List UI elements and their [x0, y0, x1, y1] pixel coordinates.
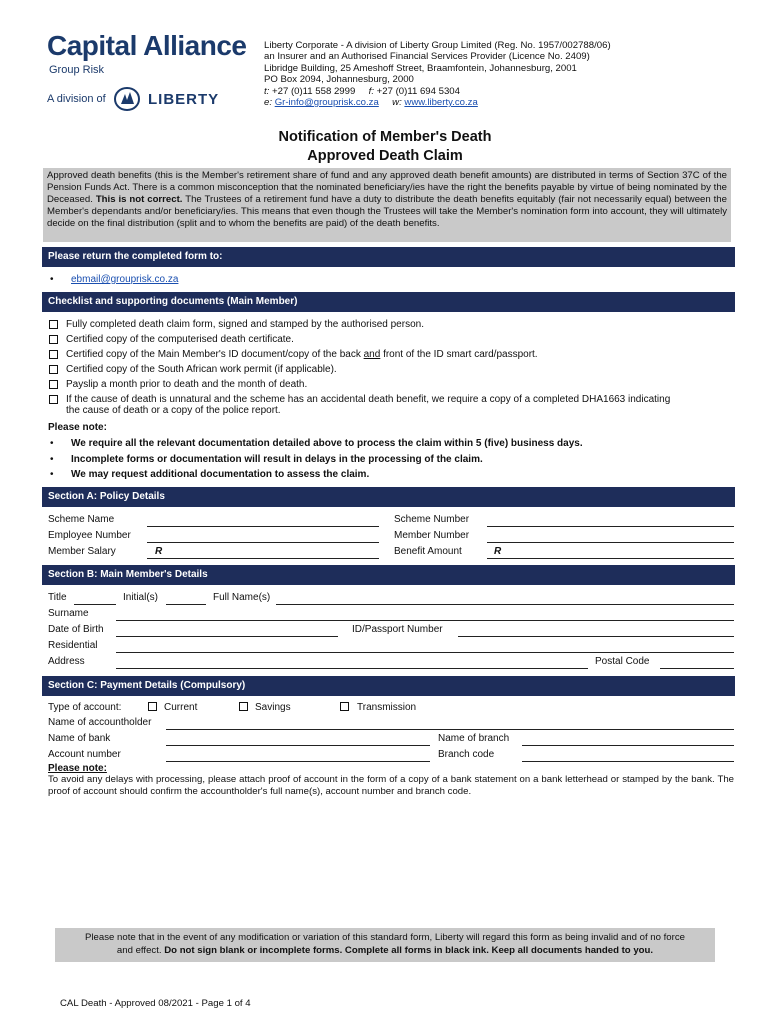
- benefit-currency: R: [494, 546, 502, 557]
- footer-notice-line-2a: and effect.: [116, 945, 162, 956]
- checklist-checkbox-2[interactable]: [49, 335, 58, 344]
- branch-name-label: Name of branch: [438, 733, 510, 744]
- full-names-label: Full Name(s): [213, 592, 271, 603]
- checklist-item-1: Fully completed death claim form, signed and stamped by the authorised person.: [66, 319, 424, 330]
- fax-label: f:: [368, 85, 374, 97]
- title-label: Title: [48, 592, 67, 603]
- phone-value: +27 (0)11 558 2999: [272, 85, 356, 97]
- checklist-checkbox-4[interactable]: [49, 365, 58, 374]
- member-salary-label: Member Salary: [48, 546, 116, 557]
- company-header: [264, 40, 611, 108]
- payment-note-heading: Please note:: [48, 763, 107, 774]
- postal-code-label: Postal Code: [595, 656, 650, 667]
- fax-value: +27 (0)11 694 5304: [376, 85, 460, 97]
- account-type-label: Type of account:: [48, 702, 122, 713]
- footer-notice-bold: Do not sign blank or incomplete forms. Complete all forms in black ink. Keep all documents handed to you.: [164, 945, 654, 956]
- residential-field-line-1[interactable]: [116, 652, 734, 653]
- bank-name-field[interactable]: [166, 745, 430, 746]
- email-link[interactable]: Gr-info@grouprisk.co.za: [274, 97, 379, 109]
- website-link[interactable]: www.liberty.co.za: [404, 97, 478, 109]
- footer-notice-line-1: Please note that in the event of any modification or variation of this standard form, Liberty will regard this form as being invalid and of no force: [85, 932, 685, 943]
- scheme-name-label: Scheme Name: [48, 514, 115, 525]
- initials-field[interactable]: [166, 604, 206, 605]
- scheme-number-field[interactable]: [487, 526, 734, 527]
- address-label: Address: [48, 656, 85, 667]
- employee-number-field[interactable]: [147, 542, 379, 543]
- checklist-item-3-post: front of the ID smart card/passport.: [380, 349, 538, 360]
- intro-part-2: The Trustees of a retirement fund have a duty to distribute the death benefits equitably (fair not necessarily equal) between the Member's dependants and/or beneficiary/ies. This means that even though the Trustees will take the Member's nomination form into account, they will ultimately decide on the final distribution (split and to whom the benefits are paid) of the death benefits.: [47, 194, 727, 230]
- savings-label: Savings: [255, 702, 291, 713]
- capital-alliance-logo: Capital Alliance: [47, 30, 247, 61]
- bullet-dot: •: [50, 274, 54, 285]
- checklist-checkbox-5[interactable]: [49, 380, 58, 389]
- dob-label: Date of Birth: [48, 624, 104, 635]
- liberty-lion-icon: [112, 86, 142, 117]
- title-field[interactable]: [74, 604, 116, 605]
- division-label: A division of: [47, 93, 106, 105]
- account-number-label: Account number: [48, 749, 121, 760]
- header-line-3: Libridge Building, 25 Ameshoff Street, Braamfontein, Johannesburg, 2001: [264, 62, 577, 74]
- surname-field[interactable]: [116, 620, 734, 621]
- checklist-item-2: Certified copy of the computerised death certificate.: [66, 334, 294, 345]
- section-b-heading: Section B: Main Member's Details: [42, 565, 735, 585]
- section-a-heading: Section A: Policy Details: [42, 487, 735, 507]
- scheme-number-label: Scheme Number: [394, 514, 470, 525]
- current-checkbox[interactable]: [148, 702, 157, 711]
- return-heading: Please return the completed form to:: [42, 247, 735, 267]
- bullet-dot: •: [50, 454, 54, 465]
- header-web-line: [264, 97, 611, 108]
- checklist-item-3-pre: Certified copy of the Main Member's ID document/copy of the back: [66, 349, 364, 360]
- savings-checkbox[interactable]: [239, 702, 248, 711]
- dob-field[interactable]: [116, 636, 338, 637]
- full-names-field[interactable]: [276, 604, 734, 605]
- checklist-checkbox-6[interactable]: [49, 395, 58, 404]
- member-salary-field[interactable]: [147, 558, 379, 559]
- initials-label: Initial(s): [123, 592, 159, 603]
- employee-number-label: Employee Number: [48, 530, 131, 541]
- branch-code-field[interactable]: [522, 761, 734, 762]
- transmission-checkbox[interactable]: [340, 702, 349, 711]
- group-risk-label: Group Risk: [49, 64, 105, 76]
- checklist-item-6-line-1: If the cause of death is unnatural and the scheme has an accidental death benefit, we require a copy of a completed DHA1663 indicating: [66, 394, 671, 405]
- note-item-2: Incomplete forms or documentation will result in delays in the processing of the claim.: [71, 454, 483, 465]
- footer-notice-line-2: [55, 945, 715, 956]
- member-number-field[interactable]: [487, 542, 734, 543]
- section-c-heading: Section C: Payment Details (Compulsory): [42, 676, 735, 696]
- current-label: Current: [164, 702, 198, 713]
- address-field-line-2[interactable]: [116, 668, 588, 669]
- header-line-1: Liberty Corporate - A division of Liberty Group Limited (Reg. No. 1957/002788/06): [264, 40, 611, 51]
- header-line-4: PO Box 2094, Johannesburg, 2000: [264, 74, 414, 86]
- email-label: e:: [264, 97, 273, 109]
- note-heading: Please note:: [48, 422, 107, 433]
- transmission-label: Transmission: [357, 702, 417, 713]
- page-footer: CAL Death - Approved 08/2021 - Page 1 of 4: [60, 998, 251, 1009]
- header-line-2: an Insurer and an Authorised Financial Services Provider (Licence No. 2409): [264, 51, 590, 63]
- checklist-checkbox-1[interactable]: [49, 320, 58, 329]
- id-passport-label: ID/Passport Number: [352, 624, 443, 635]
- surname-label: Surname: [48, 608, 89, 619]
- branch-name-field[interactable]: [522, 745, 734, 746]
- bullet-dot: •: [50, 469, 54, 480]
- member-number-label: Member Number: [394, 530, 470, 541]
- intro-part-1: Approved death benefits (this is the Member's retirement share of fund and any approved death benefit amounts) are distributed in terms of Section 37C of the Pension Funds Act. There is a common misconception that the nominated beneficiary/ies have the right the benefits payable by virtue of being nominated by the Deceased.: [47, 170, 727, 206]
- form-title: Notification of Member's Death: [278, 129, 492, 145]
- bank-name-label: Name of bank: [48, 733, 111, 744]
- account-number-field[interactable]: [166, 761, 430, 762]
- salary-currency: R: [155, 546, 163, 557]
- checklist-item-4: Certified copy of the South African work permit (if applicable).: [66, 364, 337, 375]
- branch-code-label: Branch code: [438, 749, 495, 760]
- checklist-heading: Checklist and supporting documents (Main Member): [42, 292, 735, 312]
- benefit-amount-field[interactable]: [487, 558, 734, 559]
- header-phone-line: [264, 86, 611, 97]
- postal-code-field[interactable]: [660, 668, 734, 669]
- accountholder-label: Name of accountholder: [48, 717, 152, 728]
- checklist-item-3-and: and: [363, 349, 381, 360]
- bullet-dot: •: [50, 438, 54, 449]
- id-passport-field[interactable]: [458, 636, 734, 637]
- intro-paragraph: [43, 168, 731, 242]
- residential-label: Residential: [48, 640, 98, 651]
- return-email-link[interactable]: ebmail@grouprisk.co.za: [71, 274, 179, 285]
- liberty-wordmark: LIBERTY: [148, 91, 220, 108]
- checklist-item-5: Payslip a month prior to death and the month of death.: [66, 379, 308, 390]
- intro-bold: This is not correct.: [95, 194, 183, 206]
- scheme-name-field[interactable]: [147, 526, 379, 527]
- checklist-item-6-line-2: the cause of death or a copy of the police report.: [66, 405, 281, 416]
- payment-note-text: To avoid any delays with processing, please attach proof of account in the form of a copy of a bank statement on a bank letterhead or stamped by the bank. The proof of account should confirm the accountholder's full name(s), account number and branch code.: [48, 774, 734, 797]
- phone-label: t:: [264, 85, 270, 97]
- note-item-3: We may request additional documentation to assess the claim.: [71, 469, 370, 480]
- checklist-item-3: [66, 349, 538, 360]
- web-label: w:: [392, 97, 402, 109]
- note-item-1: We require all the relevant documentation detailed above to process the claim within 5 (five) business days.: [71, 438, 583, 449]
- benefit-amount-label: Benefit Amount: [394, 546, 462, 557]
- checklist-checkbox-3[interactable]: [49, 350, 58, 359]
- accountholder-field[interactable]: [166, 729, 734, 730]
- form-subtitle: Approved Death Claim: [307, 148, 463, 164]
